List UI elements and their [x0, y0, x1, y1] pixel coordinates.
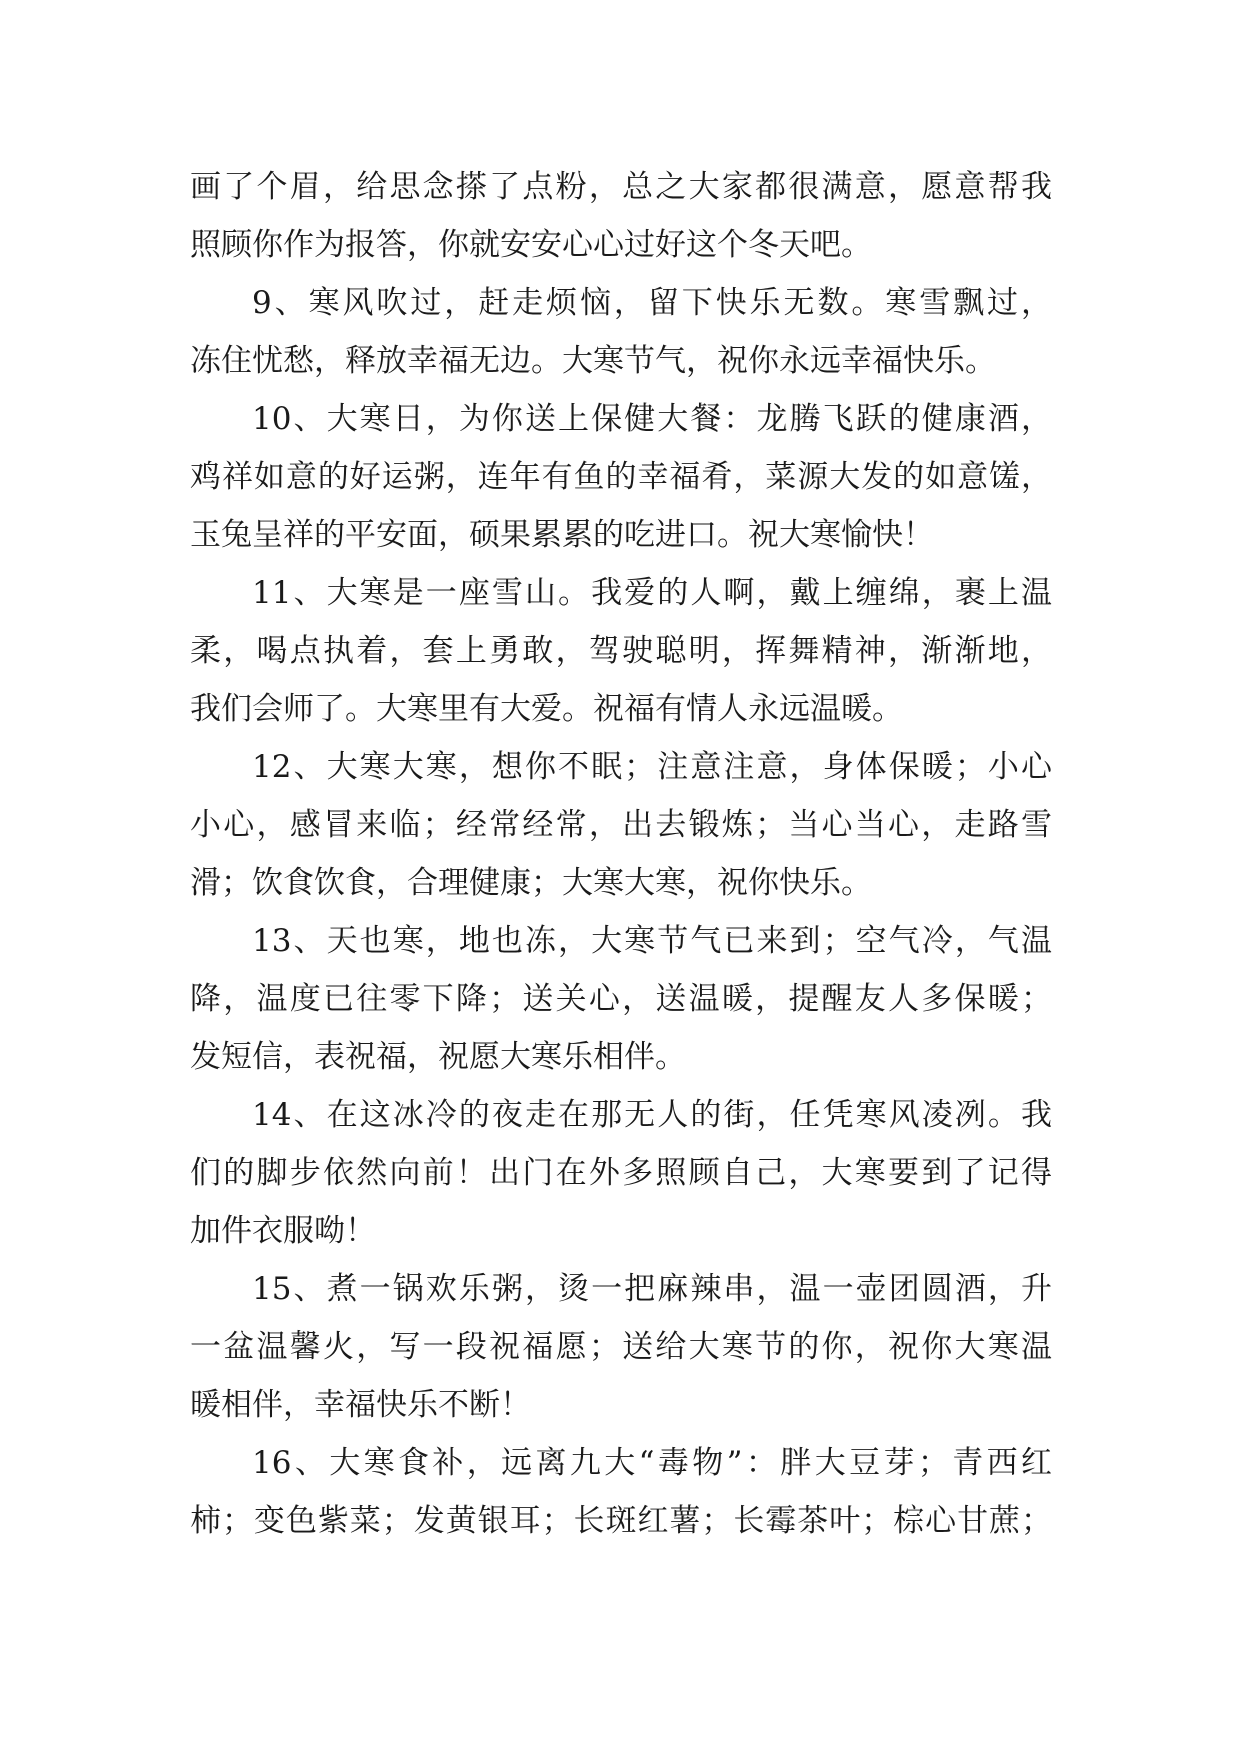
text-line: 发短信，表祝福，祝愿大寒乐相伴。 — [190, 1039, 686, 1075]
text-line: 我们会师了。大寒里有大爱。祝福有情人永远温暖。 — [190, 691, 903, 727]
text-line: 照顾你作为报答，你就安安心心过好这个冬天吧。 — [190, 227, 872, 263]
text-line: 画了个眉，给思念搽了点粉，总之大家都很满意，愿意帮我 — [190, 169, 1052, 205]
paragraph-11 — [190, 564, 1052, 738]
paragraph-14 — [190, 1086, 1052, 1260]
document-body — [190, 158, 1052, 1550]
paragraph-13 — [190, 912, 1052, 1086]
text-line: 滑；饮食饮食，合理健康；大寒大寒，祝你快乐。 — [190, 865, 872, 901]
paragraph-12 — [190, 738, 1052, 912]
text-line: 15、煮一锅欢乐粥，烫一把麻辣串，温一壶团圆酒，升 — [252, 1271, 1052, 1307]
text-line: 小心，感冒来临；经常经常，出去锻炼；当心当心，走路雪 — [190, 807, 1052, 843]
text-line: 14、在这冰冷的夜走在那无人的街，任凭寒风凌冽。我 — [252, 1097, 1052, 1133]
text-line: 9、寒风吹过，赶走烦恼，留下快乐无数。寒雪飘过， — [252, 285, 1052, 321]
text-line: 柔，喝点执着，套上勇敢，驾驶聪明，挥舞精神，渐渐地， — [190, 633, 1052, 669]
text-line: 11、大寒是一座雪山。我爱的人啊，戴上缠绵，裹上温 — [252, 575, 1052, 611]
text-line: 降，温度已往零下降；送关心，送温暖，提醒友人多保暖； — [190, 981, 1052, 1017]
text-line: 柿；变色紫菜；发黄银耳；长斑红薯；长霉茶叶；棕心甘蔗； — [190, 1503, 1052, 1539]
text-line: 们的脚步依然向前！出门在外多照顾自己，大寒要到了记得 — [190, 1155, 1052, 1191]
paragraph-continued — [190, 158, 1052, 274]
text-line: 16、大寒食补，远离九大“毒物”：胖大豆芽；青西红 — [252, 1445, 1052, 1481]
text-line: 12、大寒大寒，想你不眠；注意注意，身体保暖；小心 — [252, 749, 1052, 785]
paragraph-15 — [190, 1260, 1052, 1434]
text-line: 10、大寒日，为你送上保健大餐：龙腾飞跃的健康酒， — [252, 401, 1052, 437]
paragraph-16 — [190, 1434, 1052, 1550]
text-line: 玉兔呈祥的平安面，硕果累累的吃进口。祝大寒愉快！ — [190, 517, 934, 553]
paragraph-10 — [190, 390, 1052, 564]
text-line: 暖相伴，幸福快乐不断！ — [190, 1387, 531, 1423]
text-line: 鸡祥如意的好运粥，连年有鱼的幸福肴，菜源大发的如意馐， — [190, 459, 1052, 495]
text-line: 13、天也寒，地也冻，大寒节气已来到；空气冷，气温 — [252, 923, 1052, 959]
text-line: 加件衣服呦！ — [190, 1213, 376, 1249]
text-line: 一盆温馨火，写一段祝福愿；送给大寒节的你，祝你大寒温 — [190, 1329, 1052, 1365]
paragraph-9 — [190, 274, 1052, 390]
text-line: 冻住忧愁，释放幸福无边。大寒节气，祝你永远幸福快乐。 — [190, 343, 996, 379]
